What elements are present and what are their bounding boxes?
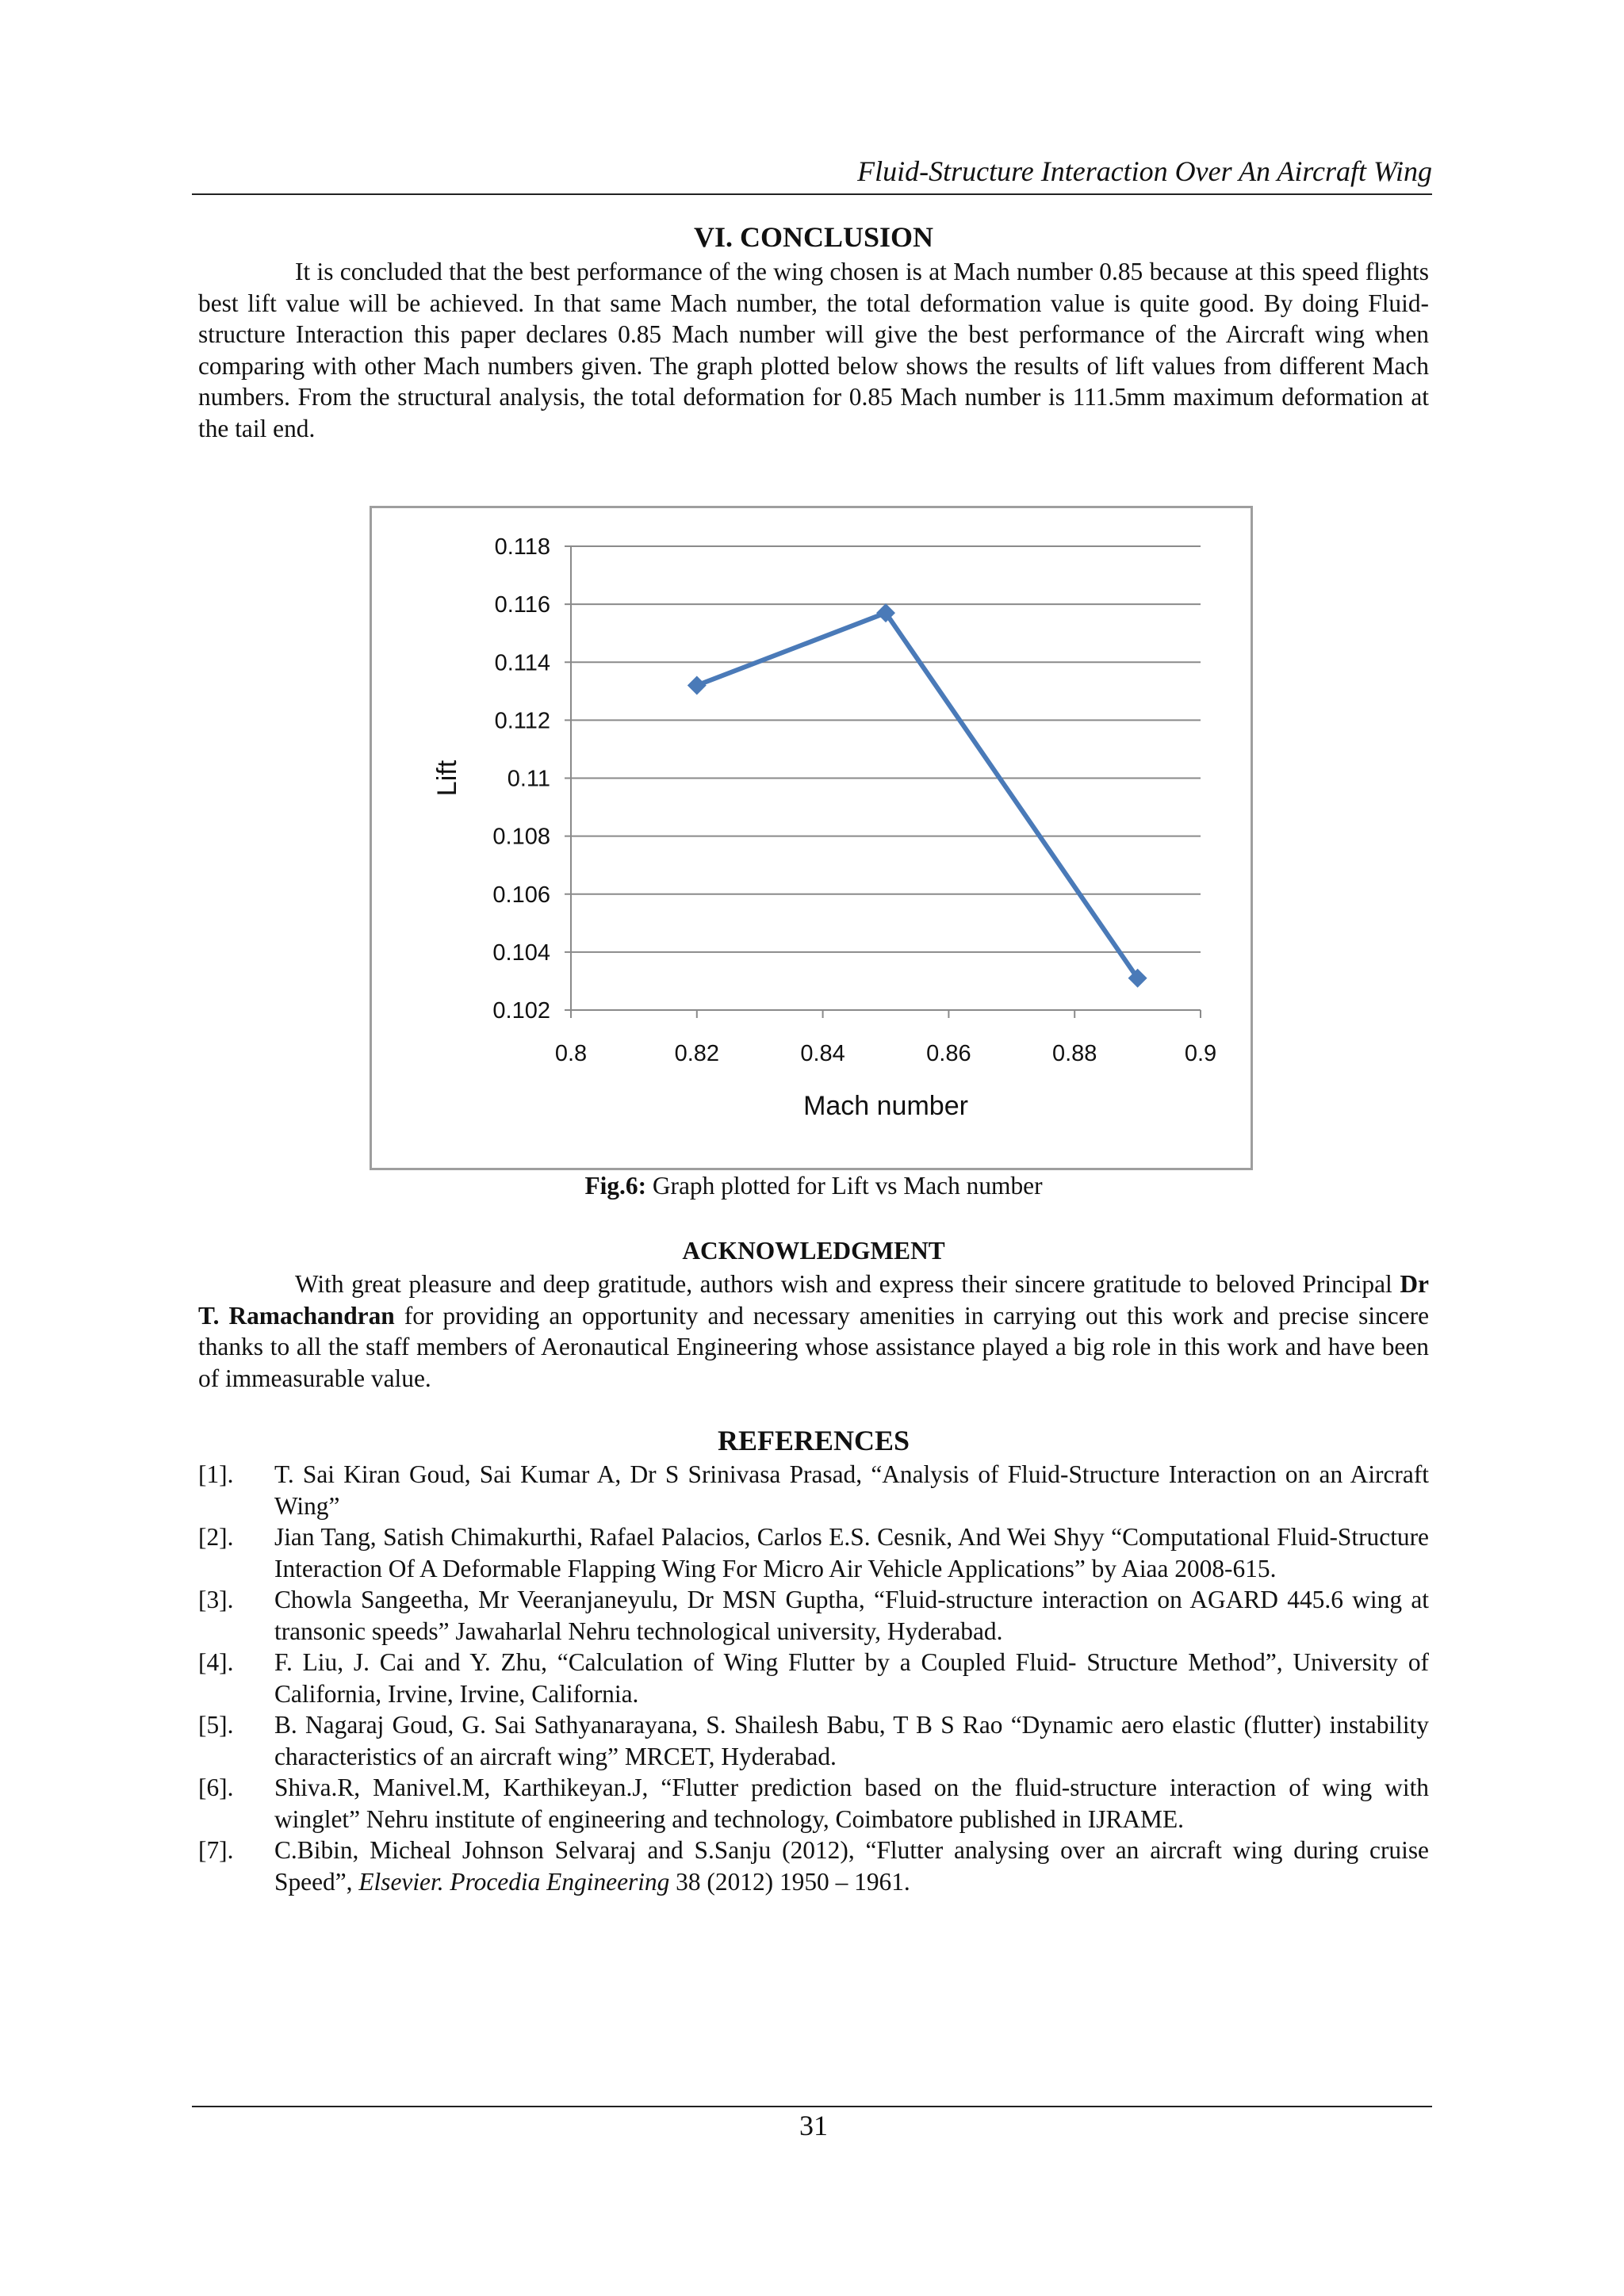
x-tick-label: 0.84 [800, 1041, 845, 1066]
x-tick-label: 0.82 [674, 1041, 720, 1066]
chart-svg [372, 508, 1255, 1173]
conclusion-heading: VI. CONCLUSION [693, 221, 934, 253]
reference-item [198, 1584, 1429, 1647]
reference-number: [4]. [198, 1648, 234, 1676]
reference-text: Jian Tang, Satish Chimakurthi, Rafael Palacios, Carlos E.S. Cesnik, And Wei Shyy “Computational Fluid-Structure Interaction Of A Deformable Flapping Wing For Micro Air Vehicle Applications” by Aiaa 2008-615. [274, 1523, 1429, 1582]
y-tick-label: 0.116 [494, 592, 550, 618]
reference-text: Chowla Sangeetha, Mr Veeranjaneyulu, Dr MSN Guptha, “Fluid-structure interaction on AGARD 445.6 wing at transonic speeds” Jawaharlal Nehru technological university, Hyderabad. [274, 1586, 1429, 1645]
reference-item [198, 1459, 1429, 1521]
reference-number: [6]. [198, 1774, 234, 1801]
reference-number: [7]. [198, 1836, 234, 1864]
reference-number: [5]. [198, 1711, 234, 1739]
reference-text: T. Sai Kiran Goud, Sai Kumar A, Dr S Srinivasa Prasad, “Analysis of Fluid-Structure Interaction on an Aircraft Wing” [274, 1460, 1429, 1520]
acknowledgment-heading: ACKNOWLEDGMENT [682, 1237, 945, 1265]
footer-rule [192, 2106, 1432, 2107]
y-tick-label: 0.108 [492, 824, 550, 850]
series-line [697, 613, 1138, 978]
x-tick-label: 0.88 [1051, 1041, 1097, 1066]
y-tick-label: 0.102 [492, 998, 550, 1024]
y-tick-label: 0.104 [492, 939, 550, 966]
reference-item [198, 1521, 1429, 1584]
reference-number: [2]. [198, 1523, 234, 1551]
x-axis-label: Mach number [803, 1091, 968, 1121]
reference-number: [3]. [198, 1586, 234, 1613]
reference-text: F. Liu, J. Cai and Y. Zhu, “Calculation of Wing Flutter by a Coupled Fluid- Structure Method”, University of California, Irvine, Irvine, California. [274, 1648, 1429, 1708]
principal-name: Dr T. Ramachandran [198, 1270, 1429, 1330]
y-axis-label: Lift [432, 760, 462, 797]
x-tick-label: 0.86 [926, 1041, 971, 1066]
page-number: 31 [799, 2110, 828, 2141]
data-point [688, 676, 707, 695]
references-heading: REFERENCES [717, 1425, 910, 1456]
reference-journal: Elsevier. Procedia Engineering [358, 1867, 670, 1896]
reference-text-after: 38 (2012) 1950 – 1961. [669, 1867, 910, 1896]
conclusion-text: It is concluded that the best performance of the wing chosen is at Mach number 0.85 because at this speed flights best lift value will be achieved. In that same Mach number, the total deformation value is quite good. By doing Fluid-structure Interaction this paper declares 0.85 Mach number will give the best performance of the Aircraft wing when comparing with other Mach numbers given. The graph plotted below shows the results of lift values from different Mach numbers. From the structural analysis, the total deformation for 0.85 Mach number is 111.5mm maximum deformation at the tail end. [198, 258, 1429, 442]
x-tick-label: 0.9 [1184, 1041, 1217, 1066]
y-tick-label: 0.106 [492, 882, 550, 908]
y-tick-label: 0.112 [494, 708, 550, 734]
y-tick-label: 0.114 [494, 650, 550, 676]
x-tick-label: 0.8 [554, 1041, 588, 1066]
lift-vs-mach-chart [370, 506, 1253, 1170]
reference-text-before: C.Bibin, Micheal Johnson Selvaraj and S.Sanju (2012), “Flutter analysing over an aircraft wing during cruise Speed”, [274, 1836, 1429, 1896]
running-header [192, 152, 1432, 195]
figure-caption-text: Graph plotted for Lift vs Mach number [646, 1172, 1043, 1200]
running-title: Fluid-Structure Interaction Over An Aircraft Wing [857, 155, 1432, 187]
reference-item [198, 1772, 1429, 1835]
conclusion-paragraph [198, 256, 1429, 444]
reference-number: [1]. [198, 1460, 234, 1488]
reference-text: Shiva.R, Manivel.M, Karthikeyan.J, “Flutter prediction based on the fluid-structure interaction of wing with winglet” Nehru institute of engineering and technology, Coimbatore published in IJRAME. [274, 1774, 1429, 1833]
reference-item [198, 1709, 1429, 1772]
reference-text: B. Nagaraj Goud, G. Sai Sathyanarayana, S. Shailesh Babu, T B S Rao “Dynamic aero elastic (flutter) instability characteristics of an aircraft wing” MRCET, Hyderabad. [274, 1711, 1429, 1770]
acknowledgment-text-before: With great pleasure and deep gratitude, authors wish and express their sincere gratitude to beloved Principal [295, 1270, 1400, 1298]
reference-item [198, 1835, 1429, 1897]
reference-item [198, 1647, 1429, 1709]
reference-text [274, 1835, 1429, 1897]
acknowledgment-text-after: for providing an opportunity and necessary amenities in carrying out this work and precise sincere thanks to all the staff members of Aeronautical Engineering whose assistance played a big role in this work and have been of immeasurable value. [198, 1301, 1429, 1392]
figure-label: Fig.6: [584, 1172, 647, 1200]
reference-list [198, 1459, 1429, 1897]
y-tick-label: 0.11 [507, 766, 550, 792]
y-tick-label: 0.118 [494, 534, 550, 560]
figure-caption [198, 1170, 1429, 1202]
acknowledgment-paragraph [198, 1269, 1429, 1394]
